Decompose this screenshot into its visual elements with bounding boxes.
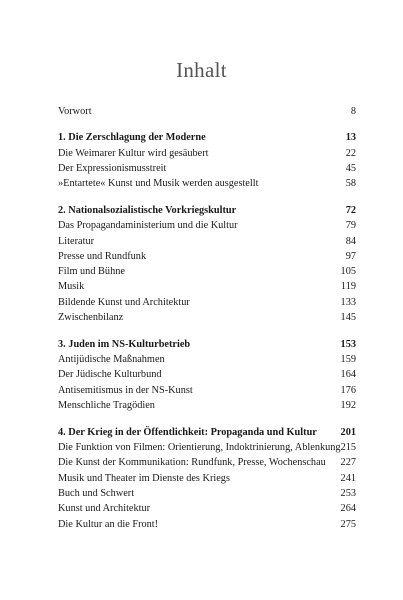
toc-entry-label: Menschliche Tragödien (58, 400, 155, 412)
toc-entry-label: Antijüdische Maßnahmen (58, 354, 165, 366)
toc-entry-label: Kunst und Architektur (58, 503, 151, 515)
toc-entry-page: 79 (345, 220, 356, 232)
toc-entry (58, 264, 356, 279)
toc-entry (58, 146, 356, 161)
toc-entry-label: Die Kultur an die Front! (58, 518, 159, 530)
toc-heading-label: 1. Die Zerschlagung der Moderne (58, 132, 206, 144)
toc-entry (58, 161, 356, 176)
toc-entry (58, 383, 356, 398)
toc-entry-label: Der Jüdische Kulturbund (58, 369, 162, 381)
toc-entry-label: Zwischenbilanz (58, 312, 124, 324)
toc-heading-page: 13 (345, 132, 356, 144)
toc-entry-page: 58 (345, 178, 356, 190)
toc-entry (58, 471, 356, 486)
toc-entry-page: 22 (345, 147, 356, 159)
toc-entry (58, 352, 356, 367)
toc-entry-page: 105 (340, 266, 356, 278)
toc-entry-page: 164 (340, 369, 356, 381)
toc-entry-page: 45 (345, 162, 356, 174)
toc-entry-page: 215 (340, 442, 357, 454)
toc-entry (58, 398, 356, 413)
toc-entry-label: Die Kunst der Kommunikation: Rundfunk, Presse, Wochenschau (58, 457, 326, 469)
toc-entry-label: Presse und Rundfunk (58, 250, 147, 262)
toc-entry-label: Literatur (58, 235, 95, 247)
toc-section-heading (58, 203, 356, 218)
toc-entry-label: Musik (58, 281, 85, 293)
toc-entry (58, 517, 356, 532)
toc-entry-label: Die Weimarer Kultur wird gesäubert (58, 147, 209, 159)
toc-entry-page: 241 (340, 472, 356, 484)
toc-entry-label: Bildende Kunst und Architektur (58, 296, 190, 308)
toc-heading-label: 4. Der Krieg in der Öffentlichkeit: Propaganda und Kultur (58, 426, 317, 438)
toc-entry-label: Der Expressionismusstreit (58, 162, 167, 174)
toc-entry-page: 145 (340, 312, 356, 324)
toc-entry (58, 440, 356, 455)
toc-entry-page: 97 (345, 250, 356, 262)
toc-entry-label: Antisemitismus in der NS-Kunst (58, 384, 193, 396)
toc-entry-page: 192 (340, 400, 356, 412)
toc-section-heading (58, 425, 356, 440)
toc-entry (58, 501, 356, 516)
toc-entry-page: 227 (340, 457, 356, 469)
toc-entry-page: 264 (340, 503, 356, 515)
toc-entry-page: 133 (340, 296, 356, 308)
toc-section-1 (58, 130, 356, 191)
toc-entry-preface (58, 104, 356, 119)
toc-heading-page: 72 (345, 204, 356, 216)
toc-section-3 (58, 337, 356, 413)
toc-entry-label: Das Propagandaministerium und die Kultur (58, 220, 238, 232)
toc-entry-page: 8 (350, 106, 356, 117)
toc-heading-page: 153 (340, 338, 356, 350)
toc-entry-page: 119 (340, 281, 356, 293)
toc-entry (58, 367, 356, 382)
toc-entry (58, 234, 356, 249)
toc-entry (58, 310, 356, 325)
table-of-contents (58, 104, 356, 532)
page-title: Inhalt (176, 58, 227, 82)
toc-entry-label: Film und Bühne (58, 266, 125, 278)
toc-entry-label: Vorwort (58, 106, 92, 117)
toc-entry (58, 218, 356, 233)
toc-section-4 (58, 425, 356, 532)
toc-entry-page: 275 (340, 518, 356, 530)
toc-section-heading (58, 337, 356, 352)
toc-entry (58, 455, 356, 470)
toc-section-2 (58, 203, 356, 325)
toc-entry-page: 176 (340, 384, 356, 396)
toc-entry (58, 249, 356, 264)
toc-section-heading (58, 130, 356, 145)
toc-entry-label: »Entartete« Kunst und Musik werden ausgestellt (58, 178, 259, 190)
toc-entry-page: 253 (340, 488, 356, 500)
toc-entry-page: 159 (340, 354, 356, 366)
toc-heading-label: 2. Nationalsozialistische Vorkriegskultur (58, 204, 237, 216)
toc-entry-page: 84 (345, 235, 356, 247)
toc-entry (58, 176, 356, 191)
toc-entry-label: Buch und Schwert (58, 488, 135, 500)
toc-entry (58, 295, 356, 310)
toc-heading-page: 201 (340, 426, 356, 438)
toc-entry (58, 486, 356, 501)
toc-heading-label: 3. Juden im NS-Kulturbetrieb (58, 338, 191, 350)
toc-entry-label: Die Funktion von Filmen: Orientierung, Indoktrinierung, Ablenkung (58, 442, 341, 454)
toc-entry (58, 279, 356, 294)
toc-entry-label: Musik und Theater im Dienste des Kriegs (58, 472, 230, 484)
